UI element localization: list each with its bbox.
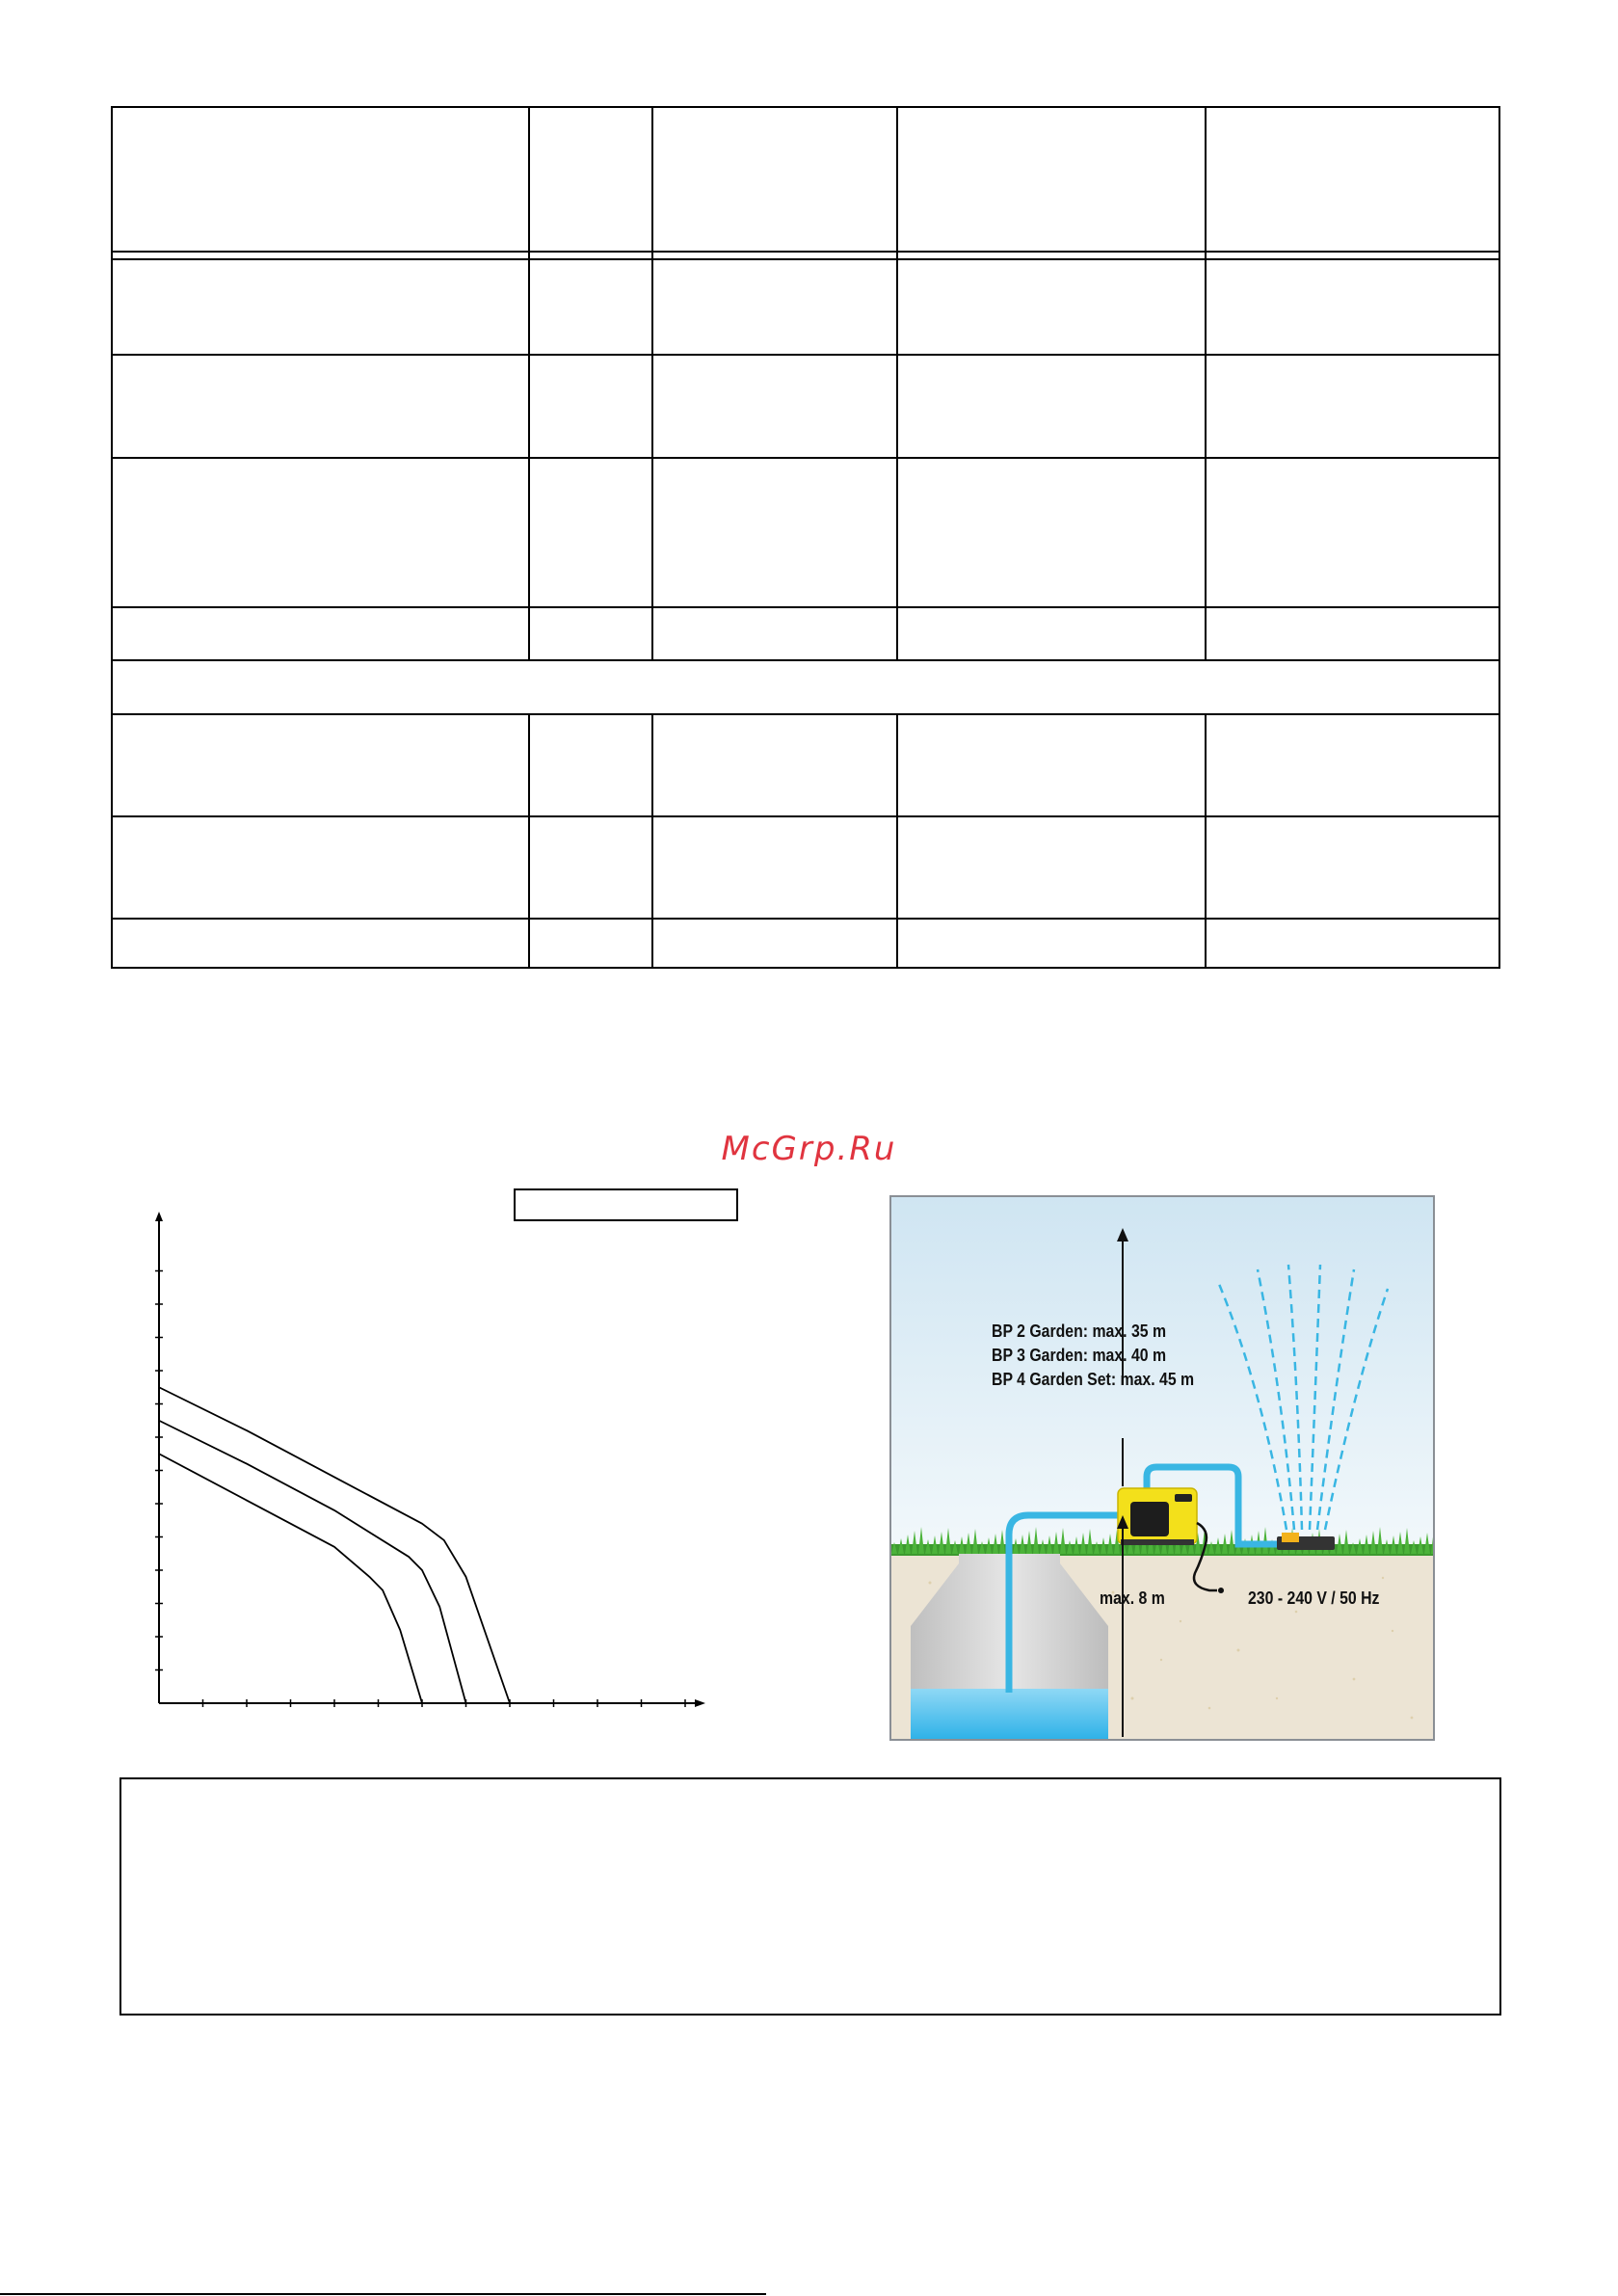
- max-height-labels: [992, 1320, 1194, 1392]
- table-row-divider: [111, 713, 1500, 715]
- table-border-left: [111, 106, 113, 969]
- well-water: [911, 1689, 1108, 1739]
- table-column-divider: [1205, 106, 1207, 660]
- table-column-divider: [896, 713, 898, 969]
- y-axis-arrow: [155, 1212, 163, 1221]
- table-border-top: [111, 106, 1500, 108]
- table-header-rule: [111, 251, 1500, 253]
- table-row-divider: [111, 659, 1500, 661]
- chart-series-line-2: [159, 1421, 466, 1703]
- table-row-divider: [111, 815, 1500, 817]
- table-header-rule-2: [111, 258, 1500, 260]
- installation-illustration: [889, 1195, 1435, 1741]
- chart-series-line-1: [159, 1387, 510, 1703]
- table-row-divider: [111, 354, 1500, 356]
- table-border-bottom: [111, 967, 1500, 969]
- chart-series-group: [159, 1387, 510, 1703]
- chart-series-line-3: [159, 1454, 422, 1703]
- x-axis-arrow: [695, 1699, 705, 1707]
- table-column-divider: [1205, 713, 1207, 969]
- power-supply-label: 230 - 240 V / 50 Hz: [1248, 1589, 1380, 1608]
- max-height-bp4: BP 4 Garden Set: max. 45 m: [992, 1370, 1195, 1389]
- table-column-divider: [528, 106, 530, 660]
- table-column-divider: [651, 713, 653, 969]
- table-column-divider: [896, 106, 898, 660]
- table-row-divider: [111, 606, 1500, 608]
- table-column-divider: [528, 713, 530, 969]
- table-row-divider: [111, 918, 1500, 920]
- installation-scene: [891, 1197, 1433, 1739]
- table-border-right: [1499, 106, 1500, 969]
- plug-icon: [1218, 1588, 1224, 1593]
- specification-table: [111, 106, 1500, 969]
- note-box: [119, 1777, 1501, 2016]
- footer-rule: [0, 2293, 766, 2295]
- max-height-bp2: BP 2 Garden: max. 35 m: [992, 1322, 1167, 1341]
- table-column-divider: [651, 106, 653, 660]
- table-row-divider: [111, 457, 1500, 459]
- pump-performance-chart: [145, 1210, 713, 1730]
- watermark-text: McGrp.Ru: [721, 1130, 897, 1168]
- max-height-bp3: BP 3 Garden: max. 40 m: [992, 1346, 1167, 1365]
- garden-pump: [1118, 1488, 1197, 1545]
- max-suction-label: max. 8 m: [1100, 1589, 1165, 1608]
